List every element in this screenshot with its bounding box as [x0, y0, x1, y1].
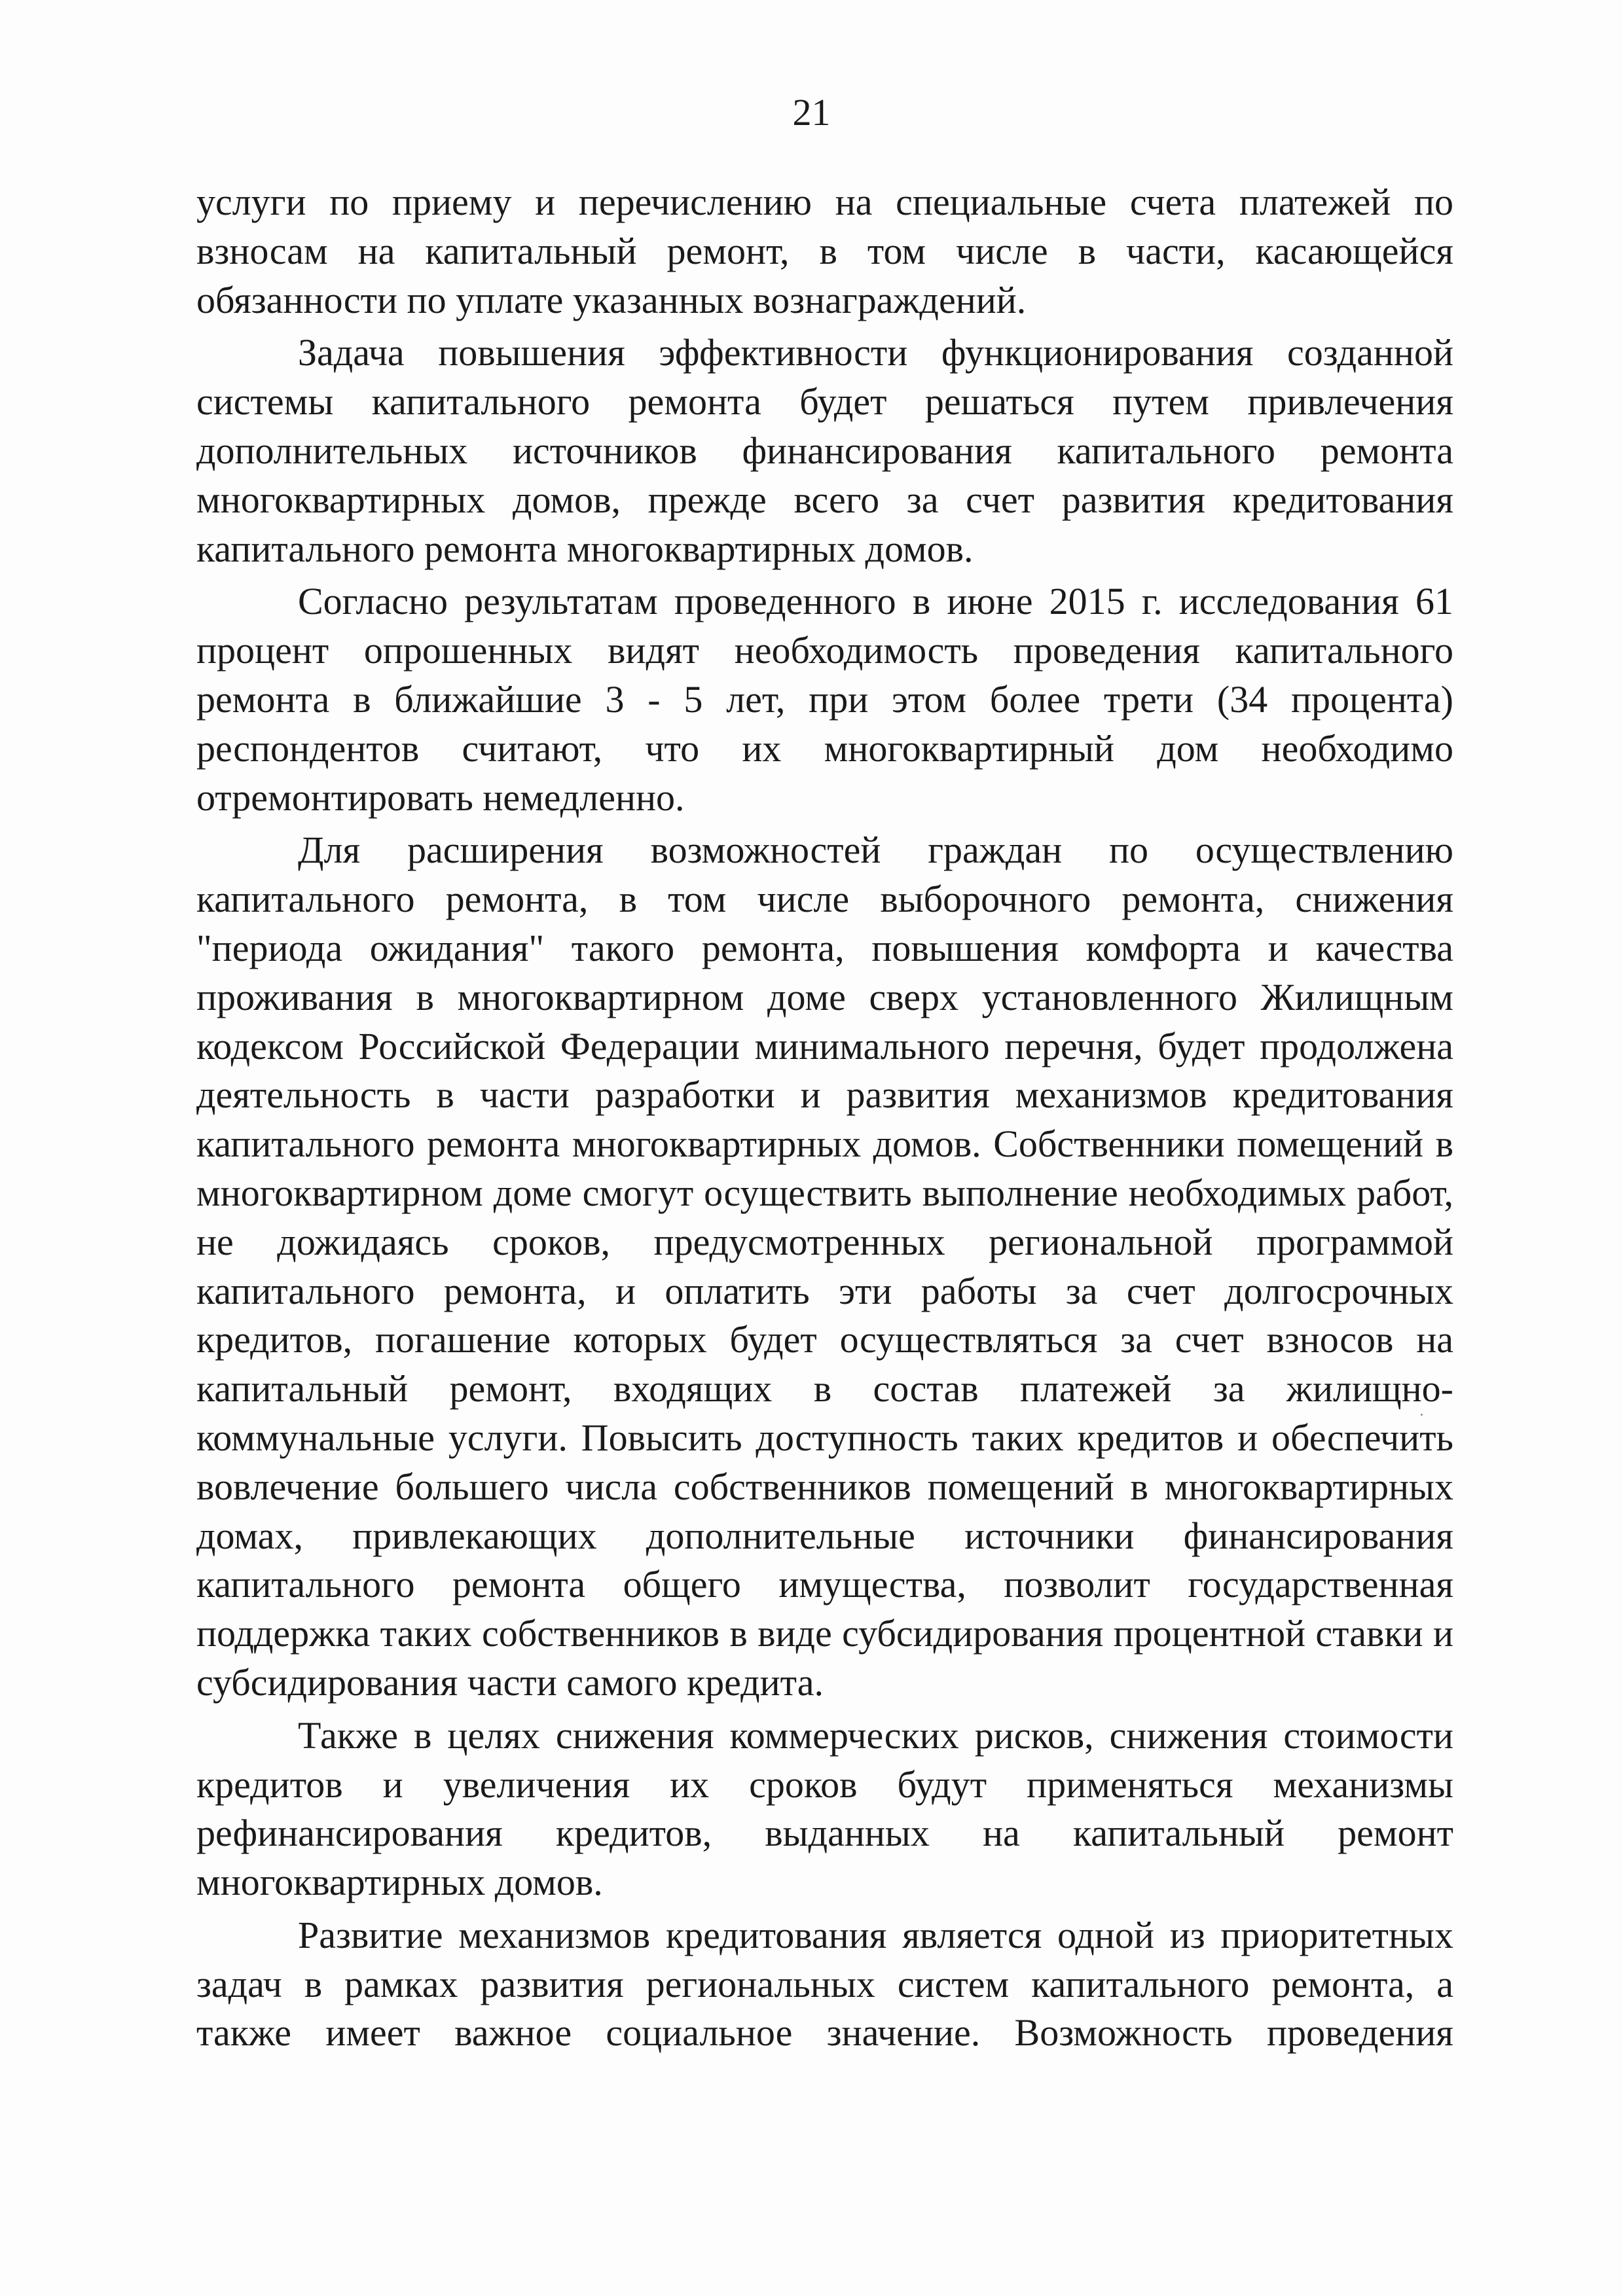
paragraph-priority-tasks: Развитие механизмов кредитования является одной из приоритетных задач в рамках развития региональных систем капитального ремонта, а также имеет важное социальное значение. Возможность проведения [196, 1913, 1453, 2054]
paragraph-continuation: услуги по приему и перечислению на специальные счета платежей по взносам на капитальный ремонт, в том числе в части, касающейся обязанности по уплате указанных вознаграждений. [196, 181, 1453, 321]
page-number: 21 [792, 91, 831, 134]
body-text [196, 178, 1453, 2058]
paragraph-capital-repair-system: Задача повышения эффективности функционирования созданной системы капитального ремонта будет решаться путем привлечения дополнительных источников финансирования капитального ремонта многоквартирных домов, прежде всего за счет развития кредитования капитального ремонта многоквартирных домов. [196, 331, 1453, 570]
paragraph-survey-results: Согласно результатам проведенного в июне 2015 г. исследования 61 процент опрошенных видят необходимость проведения капитального ремонта в ближайшие 3 - 5 лет, при этом более трети (34 процента) респондентов считают, что их многоквартирный дом необходимо отремонтировать немедленно. [196, 580, 1453, 819]
paragraph-refinancing: Также в целях снижения коммерческих рисков, снижения стоимости кредитов и увеличения их сроков будут применяться механизмы рефинансирования кредитов, выданных на капитальный ремонт многоквартирных домов. [196, 1713, 1453, 1904]
paragraph-credit-mechanisms: Для расширения возможностей граждан по осуществлению капитального ремонта, в том числе выборочного ремонта, снижения "периода ожидания" такого ремонта, повышения комфорта и качества проживания в многоквартирном доме сверх установленного Жилищным кодексом Российской Федерации минимального перечня, будет продолжена деятельность в части разработки и развития механизмов кредитования капитального ремонта многоквартирных домов. Собственники помещений в многоквартирном доме смогут осуществить выполнение необходимых работ, не дожидаясь сроков, предусмотренных региональной программой капитального ремонта, и оплатить эти работы за счет долгосрочных кредитов, погашение которых будет осуществляться за счет взносов на капитальный ремонт, входящих в состав платежей за жилищно-коммунальные услуги. Повысить доступность таких кредитов и обеспечить вовлечение большего числа собственников помещений в многоквартирных домах, привлекающих дополнительные источники финансирования капитального ремонта общего имущества, позволит государственная поддержка таких собственников в виде субсидирования процентной ставки и субсидирования части самого кредита. [196, 829, 1453, 1704]
scan-dot [1421, 1414, 1423, 1416]
